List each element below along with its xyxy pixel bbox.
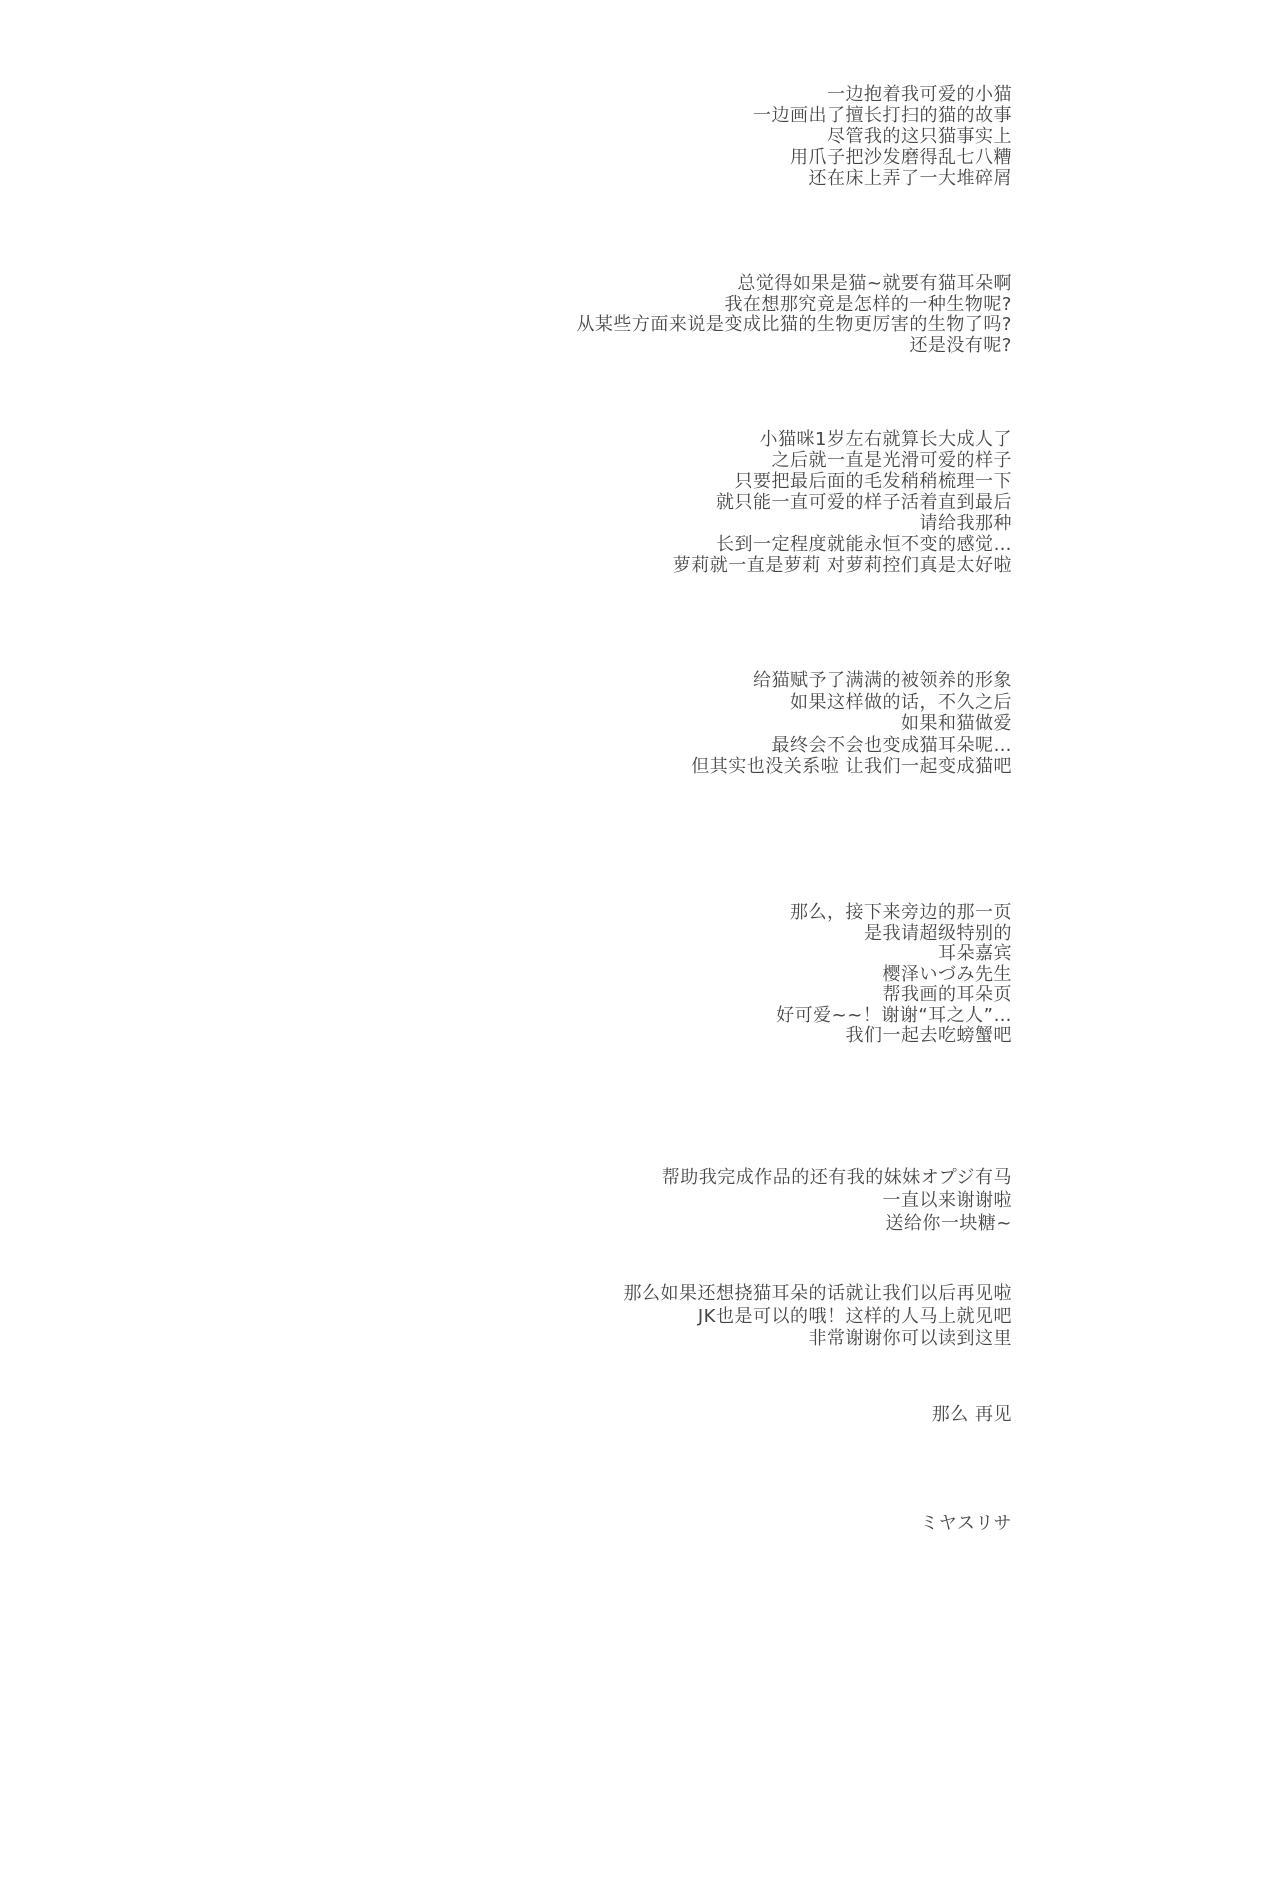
text-line: 用爪子把沙发磨得乱七八糟: [790, 147, 1012, 168]
text-line: 一边画出了擅长打扫的猫的故事: [753, 105, 1012, 126]
text-line: 那么 再见: [931, 1404, 1012, 1425]
afterword-paragraph-6: [662, 1166, 1012, 1235]
text-line: 萝莉就一直是萝莉 对萝莉控们真是太好啦: [672, 555, 1012, 576]
text-line: 樱泽いづみ先生: [882, 963, 1012, 985]
afterword-paragraph-4: [691, 670, 1012, 778]
text-line: 长到一定程度就能永恒不变的感觉…: [716, 534, 1012, 555]
afterword-paragraph-1: [753, 84, 1012, 189]
text-line: 那么如果还想挠猫耳朵的话就让我们以后再见啦: [623, 1283, 1012, 1304]
text-line: 小猫咪1岁左右就算长大成人了: [759, 429, 1012, 450]
text-line: 非常谢谢你可以读到这里: [808, 1328, 1012, 1349]
text-line: 我在想那究竟是怎样的一种生物呢?: [724, 293, 1012, 315]
text-line: 一边抱着我可爱的小猫: [827, 84, 1012, 105]
artist-signature: ミヤスリサ: [920, 1513, 1012, 1534]
text-line: 如果这样做的话，不久之后: [790, 691, 1012, 713]
text-line: 给猫赋予了满满的被领养的形象: [753, 670, 1012, 691]
text-line: 尽管我的这只猫事实上: [827, 126, 1012, 147]
text-line: 请给我那种: [919, 513, 1012, 534]
text-line: JK也是可以的哦！这样的人马上就见吧: [697, 1305, 1012, 1327]
text-line: 还是没有呢?: [909, 334, 1012, 356]
closing-line: [932, 1404, 1012, 1425]
text-line: 耳朵嘉宾: [938, 943, 1012, 964]
text-line: 好可爱~~！谢谢“耳之人”…: [776, 1004, 1012, 1026]
text-line: 那么，接下来旁边的那一页: [790, 902, 1012, 923]
afterword-paragraph-7: [624, 1283, 1013, 1351]
text-line: 但其实也没关系啦 让我们一起变成猫吧: [691, 756, 1012, 777]
text-line: 只要把最后面的毛发稍稍梳理一下: [734, 471, 1012, 492]
text-line: 最终会不会也变成猫耳朵呢…: [771, 734, 1012, 756]
text-line: 从某些方面来说是变成比猫的生物更厉害的生物了吗?: [576, 314, 1012, 335]
text-line: 是我请超级特别的: [864, 922, 1012, 944]
afterword-paragraph-2: [576, 274, 1012, 356]
afterword-paragraph-5: [776, 903, 1012, 1047]
text-line: 总觉得如果是猫~就要有猫耳朵啊: [737, 273, 1012, 294]
text-line: 一直以来谢谢啦: [882, 1190, 1012, 1211]
afterword-paragraph-3: [673, 429, 1012, 576]
text-line: 送给你一块糖~: [885, 1213, 1012, 1234]
text-line: 我们一起去吃螃蟹吧: [845, 1025, 1012, 1046]
text-line: 如果和猫做爱: [901, 713, 1012, 734]
signature-line: [920, 1513, 1012, 1534]
text-line: 帮助我完成作品的还有我的妹妹オプジ有马: [661, 1167, 1012, 1188]
text-line: 就只能一直可爱的样子活着直到最后: [716, 492, 1012, 513]
text-line: 之后就一直是光滑可爱的样子: [771, 450, 1012, 471]
text-line: 帮我画的耳朵页: [882, 984, 1012, 1005]
text-line: 还在床上弄了一大堆碎屑: [808, 168, 1012, 189]
